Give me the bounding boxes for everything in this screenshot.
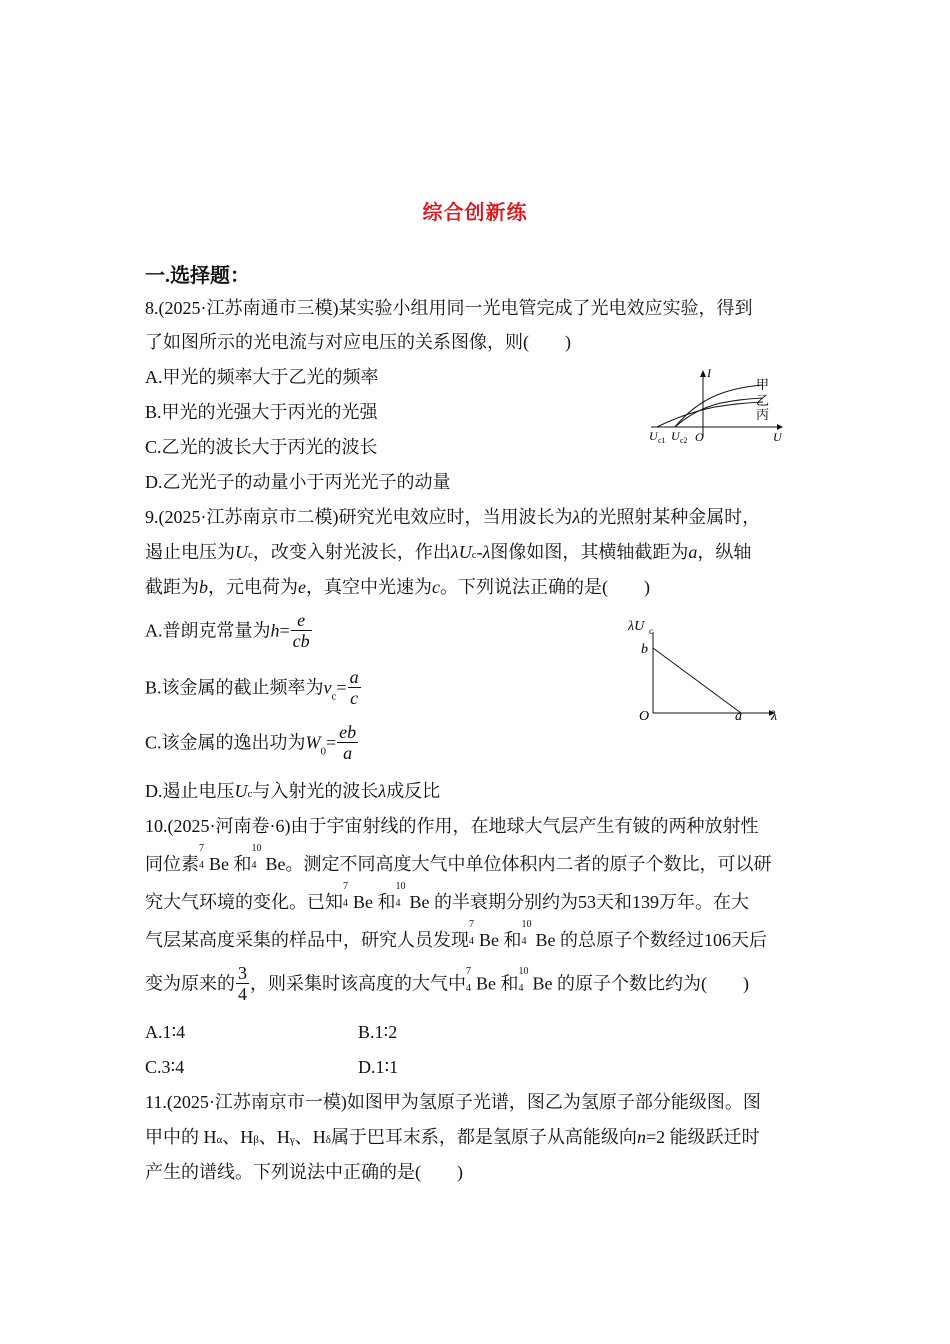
svg-text:b: b [641,642,648,657]
q8-stem-line1: 8.(2025·江苏南通市三模)某实验小组用同一光电管完成了光电效应实验，得到 [145,298,753,318]
q9-option-d: D.遏止电压Uc与入射光的波长λ成反比 [145,781,441,801]
q9-lambda-uc-graph [625,612,795,727]
q9-stem-line1: 9.(2025·江苏南京市二模)研究光电效应时，当用波长为λ的光照射某种金属时， [145,507,761,527]
page-title: 综合创新练 [422,202,528,224]
q11-stem-line1: 11.(2025·江苏南京市一模)如图甲为氢原子光谱，图乙为氢原子部分能级图。图 [145,1092,761,1112]
svg-text:O: O [695,430,704,444]
q9-stem-line3: 截距为b，元电荷为e，真空中光速为c。下列说法正确的是( ) [145,577,650,597]
svg-text:丙: 丙 [756,407,770,422]
q10-option-a: A.1∶4 [145,1022,186,1042]
svg-text:c: c [649,626,653,636]
q11-source: 11.(2025·江苏南京市一模) [145,1092,347,1112]
q10-stem-line4: 气层某高度采集的样品中，研究人员发现 7 4 Be 和 10 4 Be 的总原子个数经过106天后 [145,919,767,950]
q9-option-b: B.该金属的截止频率为$\nu_c=$ $\frac{a}{c}$ [145,667,359,708]
svg-text:乙: 乙 [756,393,770,408]
svg-text:I: I [707,366,711,380]
q10-source: 10.(2025·河南卷·6) [145,816,291,836]
q8-stem-line2: 了如图所示的光电流与对应电压的关系图像，则( ) [145,332,571,352]
q9-line [653,648,741,713]
svg-text:c1: c1 [658,436,666,445]
svg-text:U: U [773,430,782,444]
svg-text:λU: λU [628,619,645,634]
q8-option-c: C.乙光的波长大于丙光的波长 [145,437,378,457]
q9-option-c: C.该金属的逸出功为$W_0=$ $\frac{eb}{a}$ [145,722,357,763]
q8-source: 8.(2025·江苏南通市三模) [145,298,339,318]
q10-stem-line2: 同位素 7 4 Be 和 10 4 Be。测定不同高度大气中单位体积内二者的原子个数比，可以研 [145,843,772,874]
svg-text:a: a [735,709,742,724]
q9-option-a: A.普朗克常量为h= $\frac{e}{cb}$ [145,610,310,651]
svg-text:c2: c2 [680,436,688,445]
q8-option-b: B.甲光的光强大于丙光的光强 [145,402,378,422]
q10-option-d: D.1∶1 [358,1057,399,1077]
q11-stem-line2: 甲中的 Hα、Hβ、Hγ、Hδ属于巴耳末系，都是氢原子从高能级向n=2 能级跃迁时 [145,1127,760,1147]
q10-stem-line5: 变为原来的 $\frac{3}{4}$ ，则采集时该高度的大气中 7 4 Be 和 10 4 Be 的原子个数比约为( ) [145,963,749,1004]
svg-text:U: U [671,429,680,443]
q8-photoelectric-graph [645,365,795,445]
q8-option-d: D.乙光光子的动量小于丙光光子的动量 [145,472,451,492]
section-heading: 一.选择题： [145,265,250,287]
q10-option-b: B.1∶2 [358,1022,398,1042]
svg-text:O: O [639,709,650,724]
q8-option-a: A.甲光的频率大于乙光的频率 [145,367,379,387]
q9-stem-line2: 遏止电压为Uc，改变入射光波长，作出λUc-λ图像如图，其横轴截距为a，纵轴 [145,542,752,562]
svg-text:λ: λ [771,709,778,724]
q10-stem-line1: 10.(2025·河南卷·6)由于宇宙射线的作用，在地球大气层产生有铍的两种放射性 [145,816,759,836]
q9-source: 9.(2025·江苏南京市二模) [145,507,339,527]
q10-option-c: C.3∶4 [145,1057,185,1077]
q10-stem-line3: 究大气环境的变化。已知 7 4 Be 和 10 4 Be 的半衰期分别约为53天和139万年。在大 [145,881,749,912]
svg-text:U: U [649,429,658,443]
q11-stem-line3: 产生的谱线。下列说法中正确的是( ) [145,1162,463,1182]
svg-text:甲: 甲 [756,377,770,392]
